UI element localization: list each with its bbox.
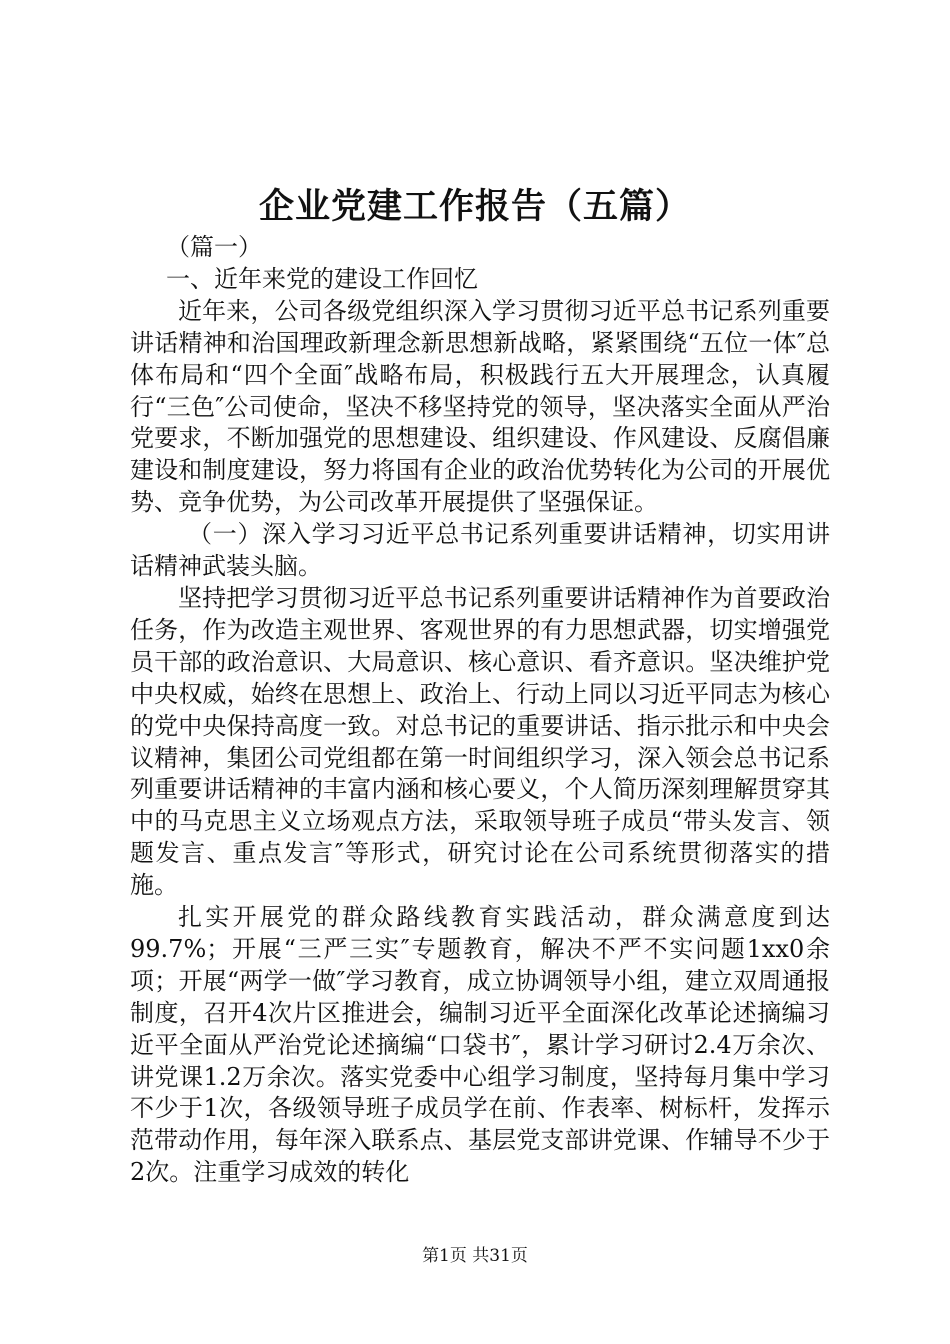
body-paragraph: 近年来，公司各级党组织深入学习贯彻习近平总书记系列重要讲话精神和治国理政新理念新思想新战略，紧紧围绕“五位一体″总体布局和“四个全面″战略布局，积极践行五大开展理念，认真履行“三色″公司使命，坚决不移坚持党的领导，坚决落实全面从严治党要求，不断加强党的思想建设、组织建设、作风建设、反腐倡廉建设和制度建设，努力将国有企业的政治优势转化为公司的开展优势、竞争优势，为公司改革开展提供了坚强保证。 [130, 296, 830, 517]
body-paragraph: 扎实开展党的群众路线教育实践活动，群众满意度到达99.7%；开展“三严三实″专题教育，解决不严不实问题1xx0余项；开展“两学一做″学习教育，成立协调领导小组，建立双周通报制度，召开4次片区推进会，编制习近平全面深化改革论述摘编习近平全面从严治党论述摘编“口袋书″，累计学习研讨2.4万余次、讲党课1.2万余次。落实党委中心组学习制度，坚持每月集中学习不少于1次，各级领导班子成员学在前、作表率、树标杆，发挥示范带动作用，每年深入联系点、基层党支部讲党课、作辅导不少于2次。注重学习成效的转化 [130, 903, 830, 1187]
section-label: （篇一） [166, 233, 262, 261]
body-paragraph: 坚持把学习贯彻习近平总书记系列重要讲话精神作为首要政治任务，作为改造主观世界、客观世界的有力思想武器，切实增强党员干部的政治意识、大局意识、核心意识、看齐意识。坚决维护党中央权威，始终在思想上、政治上、行动上同以习近平同志为核心的党中央保持高度一致。对总书记的重要讲话、指示批示和中央会议精神，集团公司党组都在第一时间组织学习，深入领会总书记系列重要讲话精神的丰富内涵和核心要义，个人简历深刻理解贯穿其中的马克思主义立场观点方法，采取领导班子成员“带头发言、领题发言、重点发言″等形式，研究讨论在公司系统贯彻落实的措施。 [130, 583, 830, 900]
subsection-heading: （一）深入学习习近平总书记系列重要讲话精神，切实用讲话精神武装头脑。 [130, 520, 830, 581]
section-heading: 一、近年来党的建设工作回忆 [166, 264, 478, 293]
document-body [130, 232, 830, 1189]
document-title: 企业党建工作报告（五篇） [258, 186, 691, 227]
page-footer: 第1页 共31页 [422, 1246, 528, 1266]
